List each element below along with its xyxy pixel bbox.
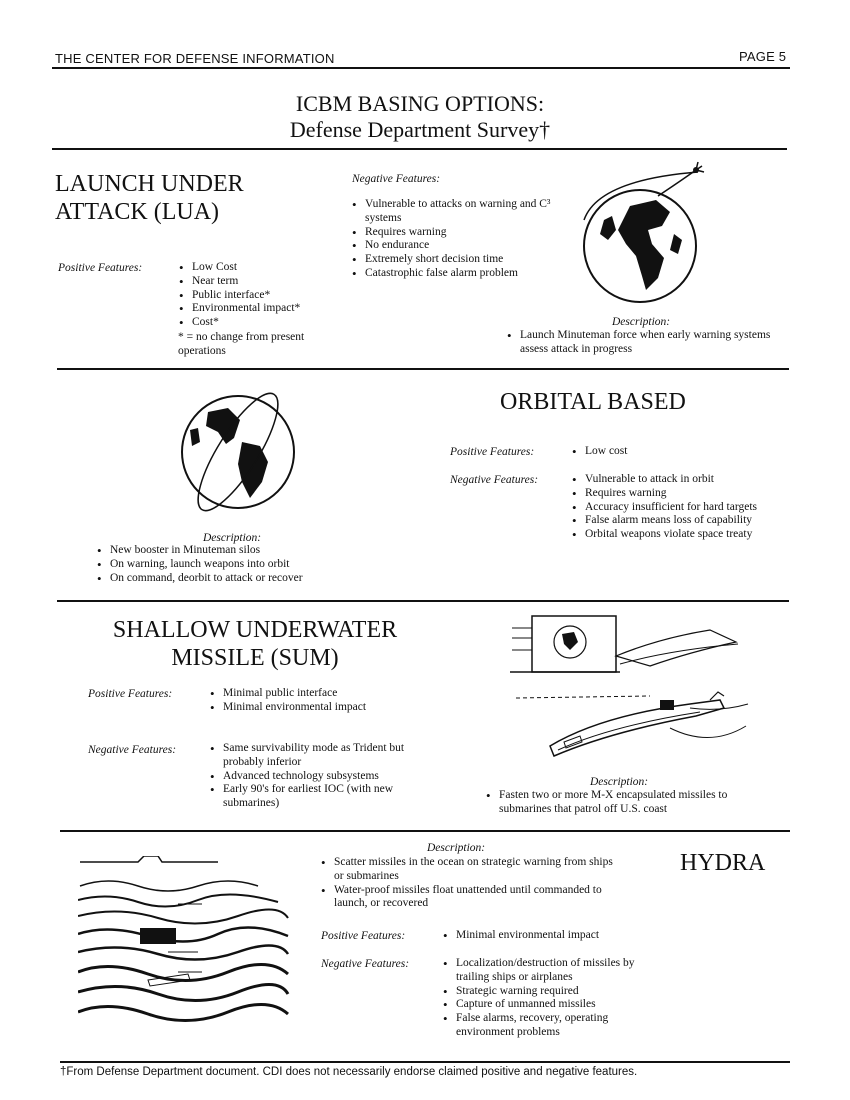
orbital-positive-list [571,445,771,459]
sum-title-line1: SHALLOW UNDERWATER [112,617,398,643]
list-item: • Minimal environmental impact [442,929,662,943]
orbital-negative-list [571,473,771,542]
hydra-description-list [320,856,620,911]
sum-description-label: Description: [590,776,649,788]
list-item: • Near term [178,275,358,289]
lua-positive-list [178,261,358,330]
header-rule [52,67,790,69]
hydra-title: HYDRA [680,850,766,876]
list-item: • Localization/destruction of missiles by trailing ships or airplanes [442,957,662,985]
list-item: • Cost* [178,316,358,330]
lua-negative-label: Negative Features: [352,173,441,185]
orbital-globe-illustration [168,382,308,522]
list-item: • Low Cost [178,261,358,275]
hydra-positive-list [442,929,662,943]
list-item: • Minimal public interface [209,687,379,701]
list-item: • Scatter missiles in the ocean on strategic warning from ships or submarines [320,856,620,884]
list-item: • Orbital weapons violate space treaty [571,528,771,542]
lua-negative-list [351,198,566,281]
orbital-description-label: Description: [203,532,262,544]
list-item: • Catastrophic false alarm problem [351,267,566,281]
lua-globe-illustration [578,160,708,310]
org-name: THE CENTER FOR DEFENSE INFORMATION [55,51,335,66]
list-item: • Early 90's for earliest IOC (with new submarines) [209,783,419,811]
lua-description-list [506,329,796,357]
hydra-ocean-illustration [78,856,298,1036]
hydra-negative-list [442,957,662,1040]
list-item: • Advanced technology subsystems [209,770,419,784]
list-item: • Strategic warning required [442,985,662,999]
sum-submarine-illustration [510,608,750,776]
lua-description-label: Description: [612,316,671,328]
orbital-title: ORBITAL BASED [500,389,686,415]
page-number: PAGE 5 [739,49,787,64]
sum-positive-list [209,687,379,715]
hydra-positive-label: Positive Features: [321,930,406,942]
list-item: • Environmental impact* [178,302,358,316]
list-item: • Requires warning [351,226,566,240]
list-item: • False alarm means loss of capability [571,514,771,528]
list-item: • Low cost [571,445,771,459]
page-title-line1: ICBM BASING OPTIONS: [295,91,545,116]
footer-rule [60,1061,790,1063]
lua-title-line1: LAUNCH UNDER [55,171,244,197]
orbital-description-list [96,544,386,585]
page-title [180,91,660,143]
sum-description-list [485,789,775,817]
list-item: • Accuracy insufficient for hard targets [571,501,771,515]
lua-title [55,170,244,226]
list-item: • Public interface* [178,289,358,303]
hydra-negative-label: Negative Features: [321,958,410,970]
list-item: • Requires warning [571,487,771,501]
orbital-negative-label: Negative Features: [450,474,539,486]
lua-positive-label: Positive Features: [58,262,143,274]
list-item: • Capture of unmanned missiles [442,998,662,1012]
page-title-line2: Defense Department Survey† [289,117,551,142]
list-item: • Vulnerable to attack in orbit [571,473,771,487]
list-item: • Extremely short decision time [351,253,566,267]
list-item: • On warning, launch weapons into orbit [96,558,386,572]
sum-positive-label: Positive Features: [88,688,173,700]
list-item: • On command, deorbit to attack or recover [96,572,386,586]
list-item: • New booster in Minuteman silos [96,544,386,558]
sum-title-line2: MISSILE (SUM) [171,645,339,671]
hydra-description-label: Description: [427,842,486,854]
list-item: • Water-proof missiles float unattended until commanded to launch, or recovered [320,884,620,912]
list-item: • Minimal environmental impact [209,701,379,715]
list-item: • No endurance [351,239,566,253]
list-item: • False alarms, recovery, operating environment problems [442,1012,662,1040]
sum-negative-list [209,742,419,811]
sum-rule [60,830,790,832]
lua-title-line2: ATTACK (LUA) [55,199,220,225]
footnote: †From Defense Department document. CDI does not necessarily endorse claimed positive and negative features. [60,1066,638,1078]
list-item: • Launch Minuteman force when early warning systems assess attack in progress [506,329,796,357]
sum-title [80,616,430,672]
sum-negative-label: Negative Features: [88,744,177,756]
orbital-rule [57,600,789,602]
list-item: • Same survivability mode as Trident but probably inferior [209,742,419,770]
lua-rule [57,368,789,370]
orbital-positive-label: Positive Features: [450,446,535,458]
lua-positive-note: * = no change from present operations [178,331,305,357]
title-rule [52,148,787,150]
list-item: • Fasten two or more M-X encapsulated missiles to submarines that patrol off U.S. coast [485,789,775,817]
list-item: • Vulnerable to attacks on warning and C³ systems [351,198,566,226]
